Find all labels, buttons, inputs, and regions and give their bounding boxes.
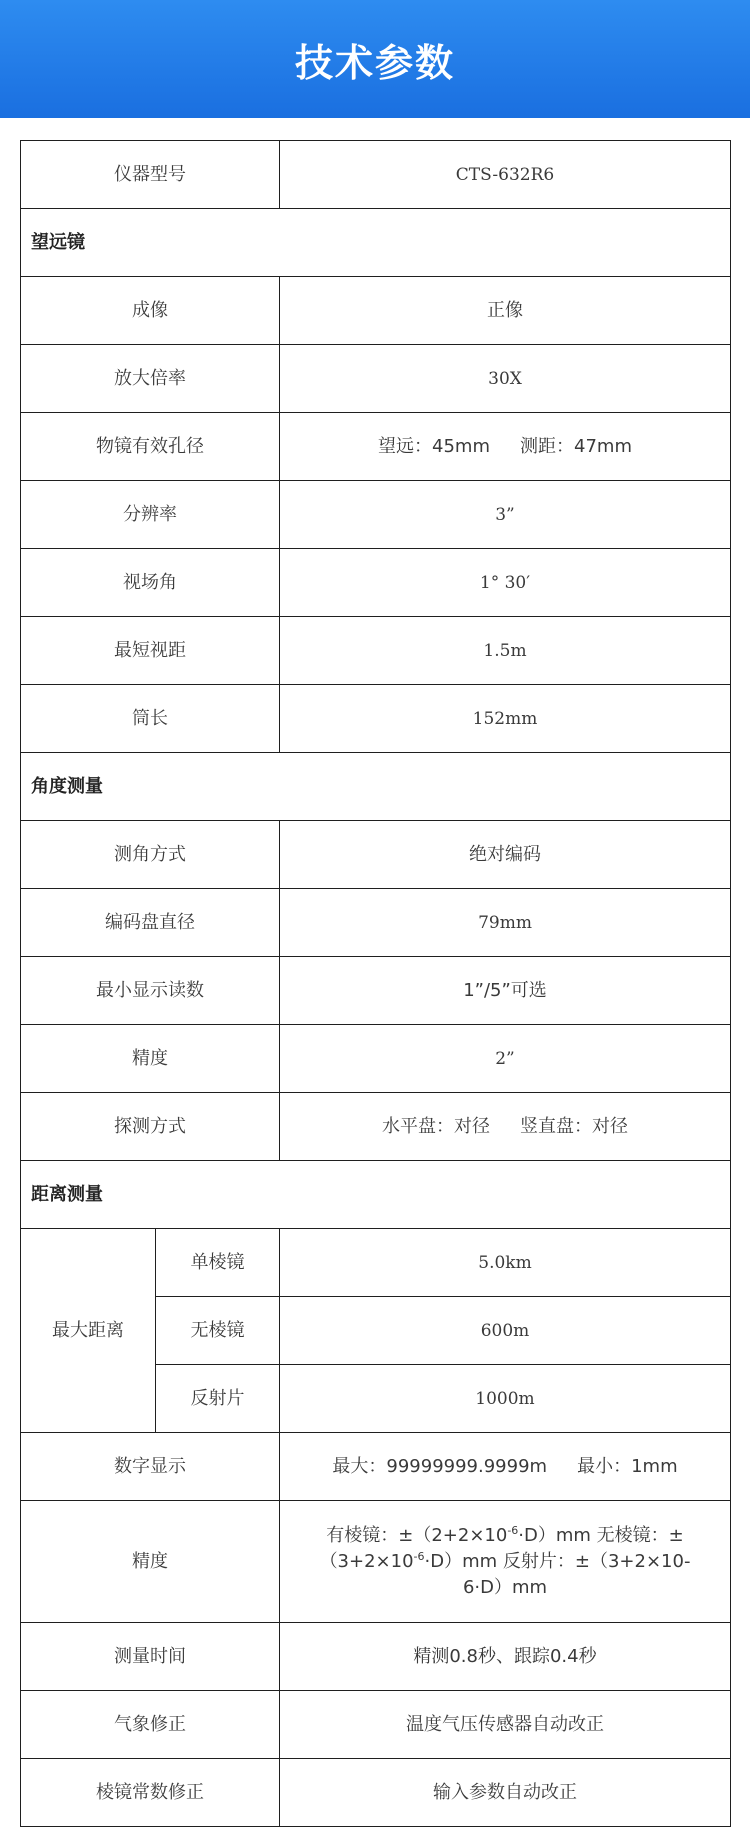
precision-line: $(3+2\times 10^{-6}\cdot D)mm$ 反射片：±（3+2×10- [319, 1549, 691, 1572]
spec-table [20, 140, 731, 1827]
row-value: 1”/5”可选 [280, 957, 731, 1025]
row-label: 数字显示 [21, 1433, 280, 1501]
section-row [21, 1161, 731, 1229]
row-label: 探测方式 [21, 1093, 280, 1161]
table-row [21, 685, 731, 753]
sub-label: 单棱镜 [156, 1229, 280, 1297]
row-label: 编码盘直径 [21, 889, 280, 957]
row-value: 输入参数自动改正 [280, 1759, 731, 1827]
row-value: 1° 30′ [280, 549, 731, 617]
row-value: 精测0.8秒、跟踪0.4秒 [280, 1623, 731, 1691]
page-title: 技术参数 [294, 40, 455, 85]
section-row [21, 753, 731, 821]
row-value: 5.0km [280, 1229, 731, 1297]
row-value: 30X [280, 345, 731, 413]
value-part: 望远：45mm [378, 435, 490, 457]
section-row [21, 209, 731, 277]
value-part: 竖直盘：对径 [520, 1115, 628, 1137]
row-label: 物镜有效孔径 [21, 413, 280, 481]
row-value: 温度气压传感器自动改正 [280, 1691, 731, 1759]
table-row [21, 617, 731, 685]
table-row [21, 821, 731, 889]
row-value: 1000m [280, 1365, 731, 1433]
sub-label: 无棱镜 [156, 1297, 280, 1365]
table-row [21, 1759, 731, 1827]
row-label: 仪器型号 [21, 141, 280, 209]
row-label: 成像 [21, 277, 280, 345]
row-value [280, 413, 731, 481]
row-value: CTS-632R6 [280, 141, 731, 209]
row-label: 分辨率 [21, 481, 280, 549]
table-row [21, 481, 731, 549]
table-row [21, 889, 731, 957]
row-label: 视场角 [21, 549, 280, 617]
value-part: 水平盘：对径 [382, 1115, 490, 1137]
row-value: 正像 [280, 277, 731, 345]
table-row [21, 413, 731, 481]
value-part: 最大：99999999.9999m [332, 1455, 548, 1477]
row-label: 精度 [21, 1025, 280, 1093]
row-label: 放大倍率 [21, 345, 280, 413]
table-row [21, 1229, 731, 1297]
row-value: 600m [280, 1297, 731, 1365]
table-row [21, 345, 731, 413]
row-label: 最小显示读数 [21, 957, 280, 1025]
section-title-distance: 距离测量 [21, 1161, 731, 1229]
precision-line: 有棱镜：$\pm(2+2\times 10^{-6}\cdot D)mm$ 无棱镜：± [326, 1523, 684, 1546]
row-value [280, 1093, 731, 1161]
precision-line: 6·D）mm [462, 1576, 548, 1598]
value-part: 最小：1mm [577, 1455, 678, 1477]
table-row [21, 141, 731, 209]
value-part: 测距：47mm [520, 435, 632, 457]
section-title-angle: 角度测量 [21, 753, 731, 821]
table-row [21, 1501, 731, 1623]
row-value: 1.5m [280, 617, 731, 685]
table-row [21, 1093, 731, 1161]
row-value: 2” [280, 1025, 731, 1093]
header-banner [0, 0, 750, 118]
table-row [21, 549, 731, 617]
row-label: 气象修正 [21, 1691, 280, 1759]
row-value: 79mm [280, 889, 731, 957]
table-row [21, 1623, 731, 1691]
table-row [21, 1691, 731, 1759]
row-label: 精度 [21, 1501, 280, 1623]
section-title-telescope: 望远镜 [21, 209, 731, 277]
group-label-max-distance: 最大距离 [21, 1229, 156, 1433]
row-value: 152mm [280, 685, 731, 753]
row-value: 3” [280, 481, 731, 549]
table-row [21, 277, 731, 345]
sub-label: 反射片 [156, 1365, 280, 1433]
table-row [21, 1433, 731, 1501]
row-label: 棱镜常数修正 [21, 1759, 280, 1827]
row-value: 绝对编码 [280, 821, 731, 889]
row-label: 筒长 [21, 685, 280, 753]
row-label: 测量时间 [21, 1623, 280, 1691]
table-row [21, 957, 731, 1025]
row-value [280, 1501, 731, 1623]
row-value [280, 1433, 731, 1501]
table-row [21, 1025, 731, 1093]
row-label: 测角方式 [21, 821, 280, 889]
row-label: 最短视距 [21, 617, 280, 685]
